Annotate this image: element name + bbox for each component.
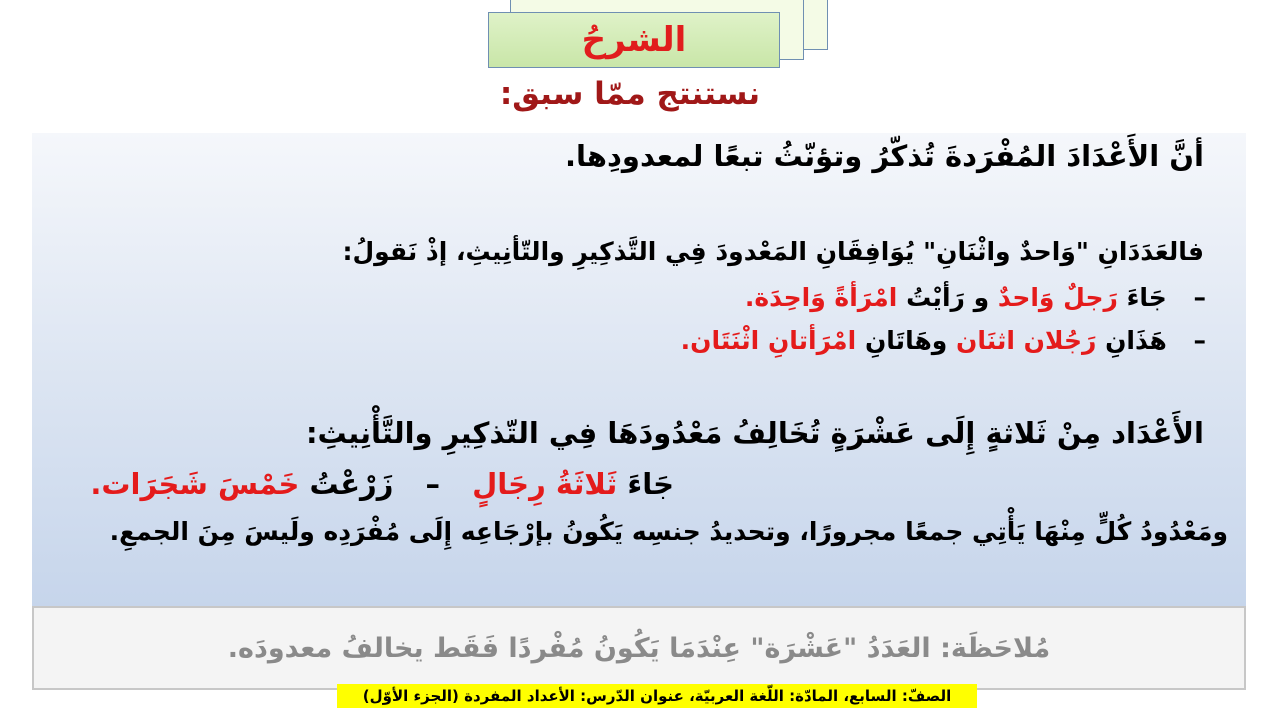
rule-3: الأَعْدَاد مِنْ ثَلاثةٍ إِلَى عَشْرَةٍ تُخَالِفُ مَعْدُودَهَا فِي التّذكِيرِ والتَّأْنِيثِ:: [305, 416, 1204, 450]
example-1-dash: –: [1193, 283, 1206, 312]
example-3-dash: –: [425, 467, 441, 501]
rule-4: ومَعْدُودُ كُلٍّ مِنْهَا يَأْتِي جمعًا مجرورًا، وتحديدُ جنسِه يَكُونُ بإرْجَاعِه إِلَى مُفْرَدِه ولَيسَ مِنَ الجمعِ.: [109, 517, 1228, 546]
example-3-red-1: ثَلاثَةُ رِجَالٍ: [472, 467, 618, 501]
rule-1: أنَّ الأَعْدَادَ المُفْرَدةَ تُذكّرُ وتؤنّثُ تبعًا لمعدودِها.: [565, 139, 1204, 173]
example-2-part-2: وهَاتَانِ: [864, 326, 948, 355]
example-2-part-1: هَذَانِ: [1105, 326, 1167, 355]
example-3-part-1: جَاءَ: [627, 467, 674, 501]
example-1-part-1: جَاءَ: [1126, 283, 1167, 312]
note-text: مُلاحَظَة: العَدَدُ "عَشْرَة" عِنْدَمَا يَكُونُ مُفْردًا فَقَط يخالفُ معدودَه.: [227, 632, 1051, 664]
subtitle: نستنتج ممّا سبق:: [499, 76, 760, 112]
example-2-dash: –: [1193, 326, 1206, 355]
footer-bar: [337, 684, 977, 708]
note-box: [32, 606, 1246, 690]
example-2-red-1: رَجُلان اثنَان: [956, 326, 1097, 355]
example-3: [90, 467, 674, 501]
title-tab-stack: [488, 0, 833, 70]
example-1-red-1: رَجلٌ وَاحدٌ: [997, 283, 1118, 312]
example-2: [681, 326, 1206, 355]
example-3-red-2: خَمْسَ شَجَرَات.: [90, 467, 300, 501]
example-1-part-2: و رَأيْتُ: [906, 283, 990, 312]
content-panel: [32, 133, 1246, 608]
example-1: [745, 283, 1206, 312]
footer-text: الصفّ: السابع، المادّة: اللّغة العربيّة، عنوان الدّرس: الأعداد المفردة (الجزء الأوّل): [362, 687, 952, 705]
example-1-red-2: امْرَأةً وَاحِدَة.: [744, 283, 898, 312]
title-tab: [488, 12, 780, 68]
example-3-part-2: زَرْعْتُ: [309, 467, 394, 501]
example-2-red-2: امْرَأتانِ اثْنَتَان.: [680, 326, 857, 355]
page-title: الشرحُ: [581, 20, 687, 60]
rule-2-intro: فالعَدَدَانِ "وَاحدٌ واثْنَانِ" يُوَافِقَانِ المَعْدودَ فِي التَّذكِيرِ والتّأنِيثِ، إذْ نَقولُ:: [342, 237, 1204, 266]
